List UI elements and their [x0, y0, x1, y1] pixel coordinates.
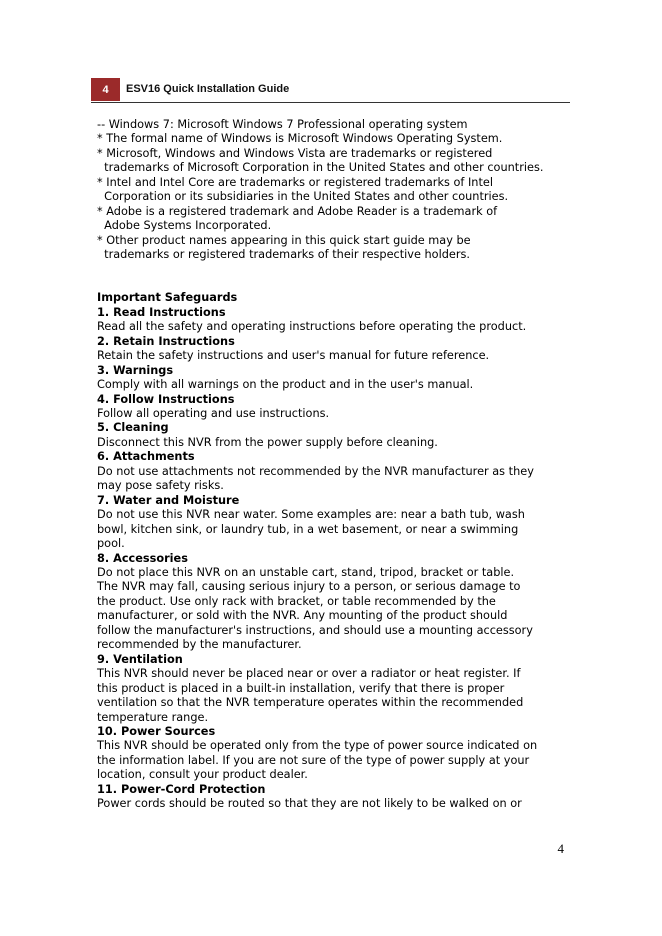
note-line: Corporation or its subsidiaries in the United States and other countries.	[97, 190, 509, 204]
note-line: Adobe Systems Incorporated.	[97, 219, 272, 233]
note-line: -- Windows 7: Microsoft Windows 7 Professional operating system	[97, 118, 468, 131]
section-heading: 5. Cleaning	[97, 421, 169, 435]
section-text: the product. Use only rack with bracket, or table recommended by the	[97, 594, 496, 608]
trademark-notes	[97, 118, 572, 263]
section-text: Disconnect this NVR from the power supply before cleaning.	[97, 435, 438, 449]
section-heading: 2. Retain Instructions	[97, 334, 235, 348]
section-text: bowl, kitchen sink, or laundry tub, in a wet basement, or near a swimming	[97, 522, 519, 536]
section-heading: 8. Accessories	[97, 551, 188, 565]
section-heading: 11. Power-Cord Protection	[97, 782, 266, 796]
page-content	[97, 118, 572, 812]
section-heading: 6. Attachments	[97, 450, 195, 464]
section-heading: 9. Ventilation	[97, 652, 183, 666]
note-line: * The formal name of Windows is Microsoft Windows Operating System.	[97, 132, 503, 146]
section-heading: 7. Water and Moisture	[97, 493, 240, 507]
section-text: Do not use attachments not recommended by the NVR manufacturer as they	[97, 464, 534, 478]
safeguards-title: Important Safeguards	[97, 291, 238, 305]
section-text: manufacturer, or sold with the NVR. Any mounting of the product should	[97, 609, 508, 623]
section-text: the information label. If you are not sure of the type of power supply at your	[97, 753, 530, 767]
section-text: this product is placed in a built-in installation, verify that there is proper	[97, 681, 505, 695]
note-line: trademarks of Microsoft Corporation in the United States and other countries.	[97, 161, 544, 175]
note-line: * Adobe is a registered trademark and Adobe Reader is a trademark of	[97, 204, 498, 218]
page-header	[91, 78, 570, 103]
section-text: Follow all operating and use instructions.	[97, 407, 330, 421]
note-line: * Microsoft, Windows and Windows Vista are trademarks or registered	[97, 146, 493, 160]
section-text: Do not use this NVR near water. Some examples are: near a bath tub, wash	[97, 508, 525, 522]
section-heading: 4. Follow Instructions	[97, 392, 235, 406]
section-text: pool.	[97, 537, 125, 551]
section-heading: 1. Read Instructions	[97, 305, 226, 319]
safeguards-section	[97, 291, 572, 811]
page-number-badge: 4	[91, 78, 120, 101]
section-text: Retain the safety instructions and user's manual for future reference.	[97, 349, 490, 363]
section-text: recommended by the manufacturer.	[97, 638, 302, 652]
guide-title: ESV16 Quick Installation Guide	[126, 83, 290, 95]
note-line: * Other product names appearing in this quick start guide may be	[97, 233, 471, 247]
section-heading: 3. Warnings	[97, 363, 174, 377]
section-text: Do not place this NVR on an unstable cart, stand, tripod, bracket or table.	[97, 566, 515, 580]
section-text: ventilation so that the NVR temperature operates within the recommended	[97, 696, 524, 710]
footer-page-number: 4	[557, 841, 564, 856]
section-text: location, consult your product dealer.	[97, 768, 308, 782]
section-text: temperature range.	[97, 710, 209, 724]
section-heading: 10. Power Sources	[97, 725, 216, 738]
section-text: follow the manufacturer's instructions, and should use a mounting accessory	[97, 623, 533, 637]
section-text: This NVR should never be placed near or over a radiator or heat register. If	[97, 667, 521, 681]
note-line: trademarks or registered trademarks of their respective holders.	[97, 248, 470, 262]
section-text: Read all the safety and operating instructions before operating the product.	[97, 320, 527, 334]
section-text: Comply with all warnings on the product and in the user's manual.	[97, 378, 474, 392]
section-text: may pose safety risks.	[97, 479, 224, 493]
note-line: * Intel and Intel Core are trademarks or registered trademarks of Intel	[97, 175, 493, 189]
section-text: The NVR may fall, causing serious injury to a person, or serious damage to	[97, 580, 521, 594]
section-text: Power cords should be routed so that they are not likely to be walked on or	[97, 797, 522, 811]
section-text: This NVR should be operated only from the type of power source indicated on	[97, 739, 538, 753]
